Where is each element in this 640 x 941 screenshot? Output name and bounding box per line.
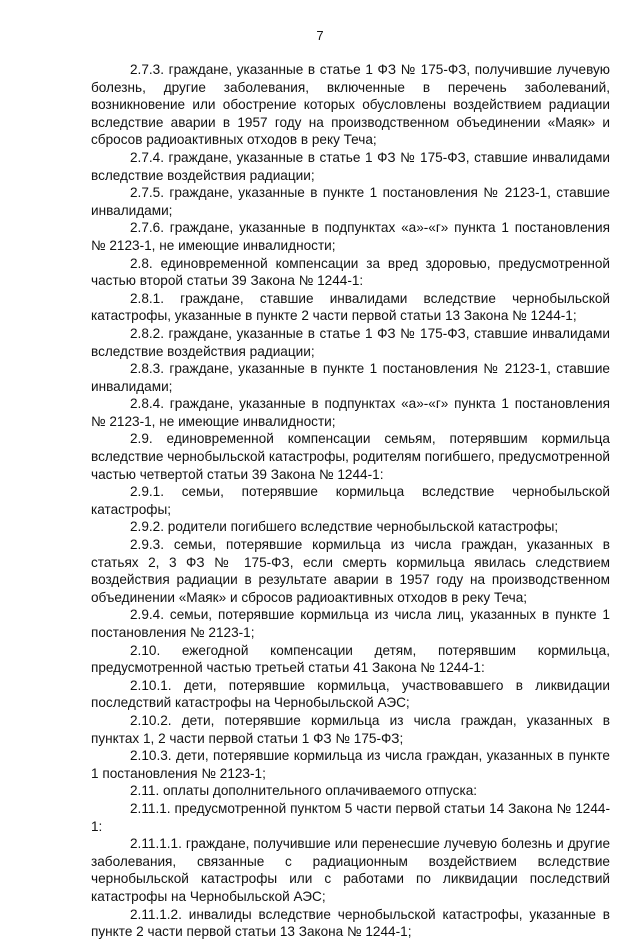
paragraph: 2.10.3. дети, потерявшие кормильца из числа граждан, указанных в пункте 1 постановления № 2123-1; — [91, 748, 610, 781]
paragraph: 2.10. ежегодной компенсации детям, потерявшим кормильца, предусмотренной частью третьей статьи 41 Закона № 1244-1: — [91, 642, 610, 676]
paragraph: 2.9.3. семьи, потерявшие кормильца из числа граждан, указанных в статьях 2, 3 ФЗ № 175-ФЗ, если смерть кормильца явилась следствием воздействия радиации в результате аварии в 1957 году на производственном объединении «Маяк» и сбросов радиоактивных отходов в реку Теча; — [91, 537, 610, 605]
paragraph: 2.10.2. дети, потерявшие кормильца из числа граждан, указанных в пунктах 1, 2 части первой статьи 1 ФЗ № 175-ФЗ; — [91, 712, 610, 746]
paragraph: 2.8.3. граждане, указанные в пункте 1 постановления № 2123-1, ставшие инвалидами; — [91, 361, 610, 394]
paragraph: 2.11.1.2. инвалиды вследствие чернобыльской катастрофы, указанные в пункте 2 части первой статьи 13 Закона № 1244-1; — [91, 906, 610, 940]
paragraph: 2.9.2. родители погибшего вследствие чернобыльской катастрофы; — [130, 519, 559, 535]
paragraph: 2.8. единовременной компенсации за вред здоровью, предусмотренной частью второй статьи 39 Закона № 1244-1: — [91, 255, 610, 289]
paragraph: 2.9.4. семьи, потерявшие кормильца из числа лиц, указанных в пункте 1 постановления № 2123-1; — [91, 607, 610, 640]
paragraph: 2.7.5. граждане, указанные в пункте 1 постановления № 2123-1, ставшие инвалидами; — [91, 185, 610, 218]
paragraph: 2.8.2. граждане, указанные в статье 1 ФЗ № 175-ФЗ, ставшие инвалидами вследствие воздействия радиации; — [91, 325, 610, 359]
paragraph: 2.8.1. граждане, ставшие инвалидами вследствие чернобыльской катастрофы, указанные в пункте 2 части первой статьи 13 Закона № 1244-1; — [91, 290, 610, 324]
paragraph: 2.11. оплаты дополнительного оплачиваемого отпуска: — [130, 783, 478, 799]
paragraph: 2.11.1. предусмотренной пунктом 5 части первой статьи 14 Закона № 1244-1: — [91, 800, 610, 834]
paragraph: 2.10.1. дети, потерявшие кормильца, участвовавшего в ликвидации последствий катастрофы на Чернобыльской АЭС; — [91, 677, 610, 711]
page-number: 7 — [316, 28, 324, 43]
paragraph: 2.9. единовременной компенсации семьям, потерявшим кормильца вследствие чернобыльской катастрофы, родителям погибшего, предусмотренной частью четвертой статьи 39 Закона № 1244-1: — [91, 431, 610, 482]
paragraph: 2.8.4. граждане, указанные в подпунктах «а»-«г» пункта 1 постановления № 2123-1, не имеющие инвалидности; — [91, 396, 610, 429]
paragraph: 2.7.6. граждане, указанные в подпунктах «а»-«г» пункта 1 постановления № 2123-1, не имеющие инвалидности; — [91, 220, 610, 253]
paragraph: 2.7.4. граждане, указанные в статье 1 ФЗ № 175-ФЗ, ставшие инвалидами вследствие воздействия радиации; — [91, 149, 610, 183]
paragraph: 2.9.1. семьи, потерявшие кормильца вследствие чернобыльской катастрофы; — [91, 484, 610, 517]
document-body — [91, 61, 610, 941]
paragraph: 2.11.1.1. граждане, получившие или перенесшие лучевую болезнь и другие заболевания, связанные с радиационным воздействием вследствие чернобыльской катастрофы или с работами по ликвидации последствий катастрофы на Чернобыльской АЭС; — [91, 836, 610, 904]
paragraph: 2.7.3. граждане, указанные в статье 1 ФЗ № 175-ФЗ, получившие лучевую болезнь, другие заболевания, включенные в перечень заболеваний, возникновение или обострение которых обусловлены воздействием радиации вследствие аварии в 1957 году на производственном объединении «Маяк» и сбросов радиоактивных отходов в реку Теча; — [91, 62, 610, 148]
